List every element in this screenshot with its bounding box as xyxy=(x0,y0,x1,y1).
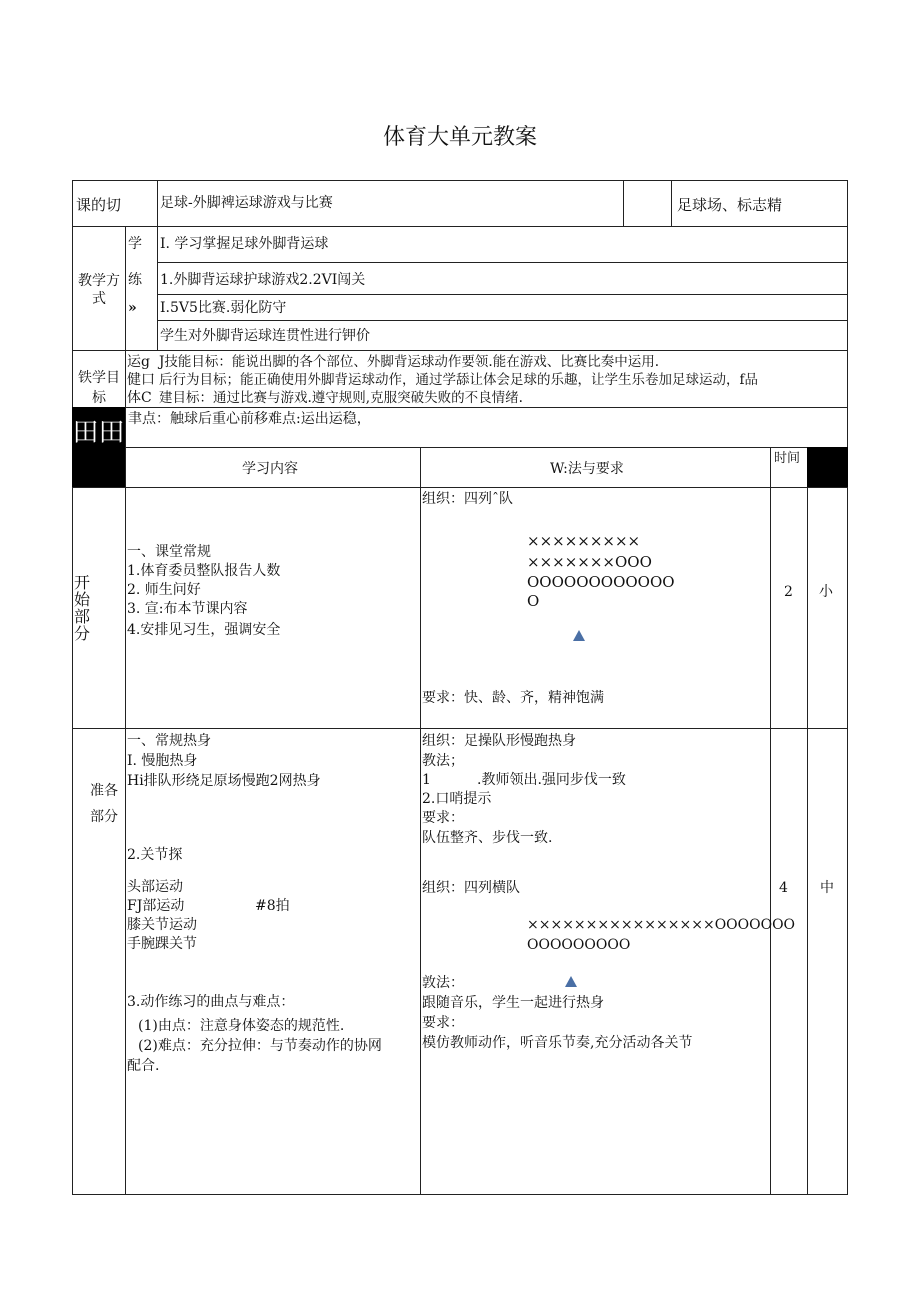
prep-org-2: 组织：四列横队 xyxy=(422,880,520,896)
prep-section-label: 准各部分 xyxy=(90,783,118,825)
start-section-label: 开始部分 xyxy=(74,573,91,643)
start-intensity: 小 xyxy=(819,584,833,600)
header-topic: 足球-外脚裨运球游戏与比赛 xyxy=(160,195,333,211)
start-content-4: 3. 宣:布本节课内容 xyxy=(127,601,248,617)
prep-joint-4: 手腕踝关节 xyxy=(127,936,197,952)
objectives-label: 铁学目标 xyxy=(78,370,120,406)
prep-practice-title: 3.动作练习的曲点与难点： xyxy=(127,994,295,1010)
prep-joint-2: FJ部运动 xyxy=(127,898,185,914)
method-tag-3: » xyxy=(128,300,137,316)
teacher-marker-icon xyxy=(573,630,585,641)
objective-tag-3: 体C xyxy=(127,390,152,406)
prep-formation-2: OOOOOOOOO xyxy=(527,937,631,953)
prep-joint-1: 头部运动 xyxy=(127,879,183,895)
objective-line-3: 建目标：通过比赛与游戏.遵守规则,克服突破失败的不良情绪. xyxy=(159,390,523,406)
prep-req-label: 要求： xyxy=(422,810,464,826)
objective-tag-1: 运g xyxy=(127,354,150,370)
objective-line-2: 后行为目标；能正确使用外脚背运球动作，通过学舔让体会足球的乐趣，让学生乐卷加足球运动，f品 xyxy=(159,372,758,388)
header-label: 课的切 xyxy=(76,196,122,214)
column-content: 学习内容 xyxy=(242,461,298,477)
method-text-4: 学生对外脚背运球连贯性进行钾价 xyxy=(160,328,370,344)
teacher-marker-icon-2 xyxy=(565,976,577,987)
start-org: 组织：四列ˆ队 xyxy=(422,491,513,507)
prep-joint-3: 膝关节运动 xyxy=(127,917,197,933)
prep-method-label: 教法； xyxy=(422,753,464,769)
start-content-3: 2. 师生问好 xyxy=(127,582,201,598)
start-formation-2: ×××××××OOO xyxy=(527,553,652,571)
key-points: 聿点：触球后重心前移难点:运出运稳， xyxy=(128,411,371,427)
method-text-2: 1.外脚背运球护球游戏2.2VI闯关 xyxy=(160,272,366,288)
method-tag-2: 练 xyxy=(128,272,142,288)
method-text-3: I.5V5比赛.弱化防守 xyxy=(160,300,287,316)
prep-method-1-text: .教师领出.强冋步伐一致 xyxy=(477,772,626,788)
prep-req2-text: 模仿教师动作，听音乐节奏,充分活动各关节 xyxy=(422,1035,693,1051)
start-formation-4: O xyxy=(527,592,540,610)
start-content-1: 一、课堂常规 xyxy=(127,544,211,560)
objective-line-1: J技能目标：能说出脚的各个部位、外脚背运球动作要领.能在游戏、比赛比奏中运用. xyxy=(159,354,659,370)
prep-formation-1: ××××××××××××××××OOOOOOO xyxy=(527,917,796,933)
method-tag-1: 学 xyxy=(128,236,142,252)
prep-method2-text: 跟随音乐，学生一起进行热身 xyxy=(422,995,604,1011)
prep-method-1-num: 1 xyxy=(422,772,431,788)
start-formation-1: ××××××××× xyxy=(527,532,641,550)
start-content-2: 1.体育委员整队报告人数 xyxy=(127,563,281,579)
start-time: 2 xyxy=(784,584,793,600)
prep-intensity: 中 xyxy=(820,880,834,896)
prep-beat: #8拍 xyxy=(255,898,290,914)
column-time: 时间 xyxy=(774,451,801,466)
header-venue: 足球场、标志精 xyxy=(677,196,783,214)
start-formation-3: OOOOOOOOOOOO xyxy=(527,573,675,591)
start-requirement: 要求：快、龄、齐，精神饱满 xyxy=(422,690,604,706)
block-glyph-area xyxy=(72,407,125,487)
prep-key-point: (1)由点：注意身体姿态的规范性. xyxy=(138,1018,345,1034)
prep-joints-title: 2.关节探 xyxy=(127,847,183,863)
prep-hard-point: (2)难点：充分拉伸：与节奏动作的协网 xyxy=(138,1038,382,1054)
page-title: 体育大单元教案 xyxy=(382,125,537,150)
prep-req-text: 队伍整齐、步伐一致. xyxy=(422,830,553,846)
prep-org-1: 组织：足操队形慢跑热身 xyxy=(422,733,576,749)
prep-req2-label: 要求： xyxy=(422,1015,464,1031)
block-glyph: 田田 xyxy=(72,418,125,448)
prep-time: 4 xyxy=(779,880,788,896)
start-content-5: 4.安排见习生，强调安全 xyxy=(127,622,281,638)
method-text-1: I. 学习掌握足球外脚背运球 xyxy=(160,236,329,252)
prep-method2-label: 敦法： xyxy=(422,975,464,991)
prep-content-2: I. 慢胞热身 xyxy=(127,753,198,769)
header-black-cell xyxy=(807,447,848,487)
objective-tag-2: 健口 xyxy=(127,372,155,388)
column-method: W:法与要求 xyxy=(550,461,624,477)
prep-hard-point-2: 配合. xyxy=(127,1058,160,1074)
prep-content-1: 一、常规热身 xyxy=(127,733,211,749)
prep-content-3: Hi排队形绕足原场慢跑2网热身 xyxy=(127,773,321,789)
prep-method-2: 2.口哨提示 xyxy=(422,791,492,807)
teaching-method-label: 教学方式 xyxy=(78,273,120,307)
